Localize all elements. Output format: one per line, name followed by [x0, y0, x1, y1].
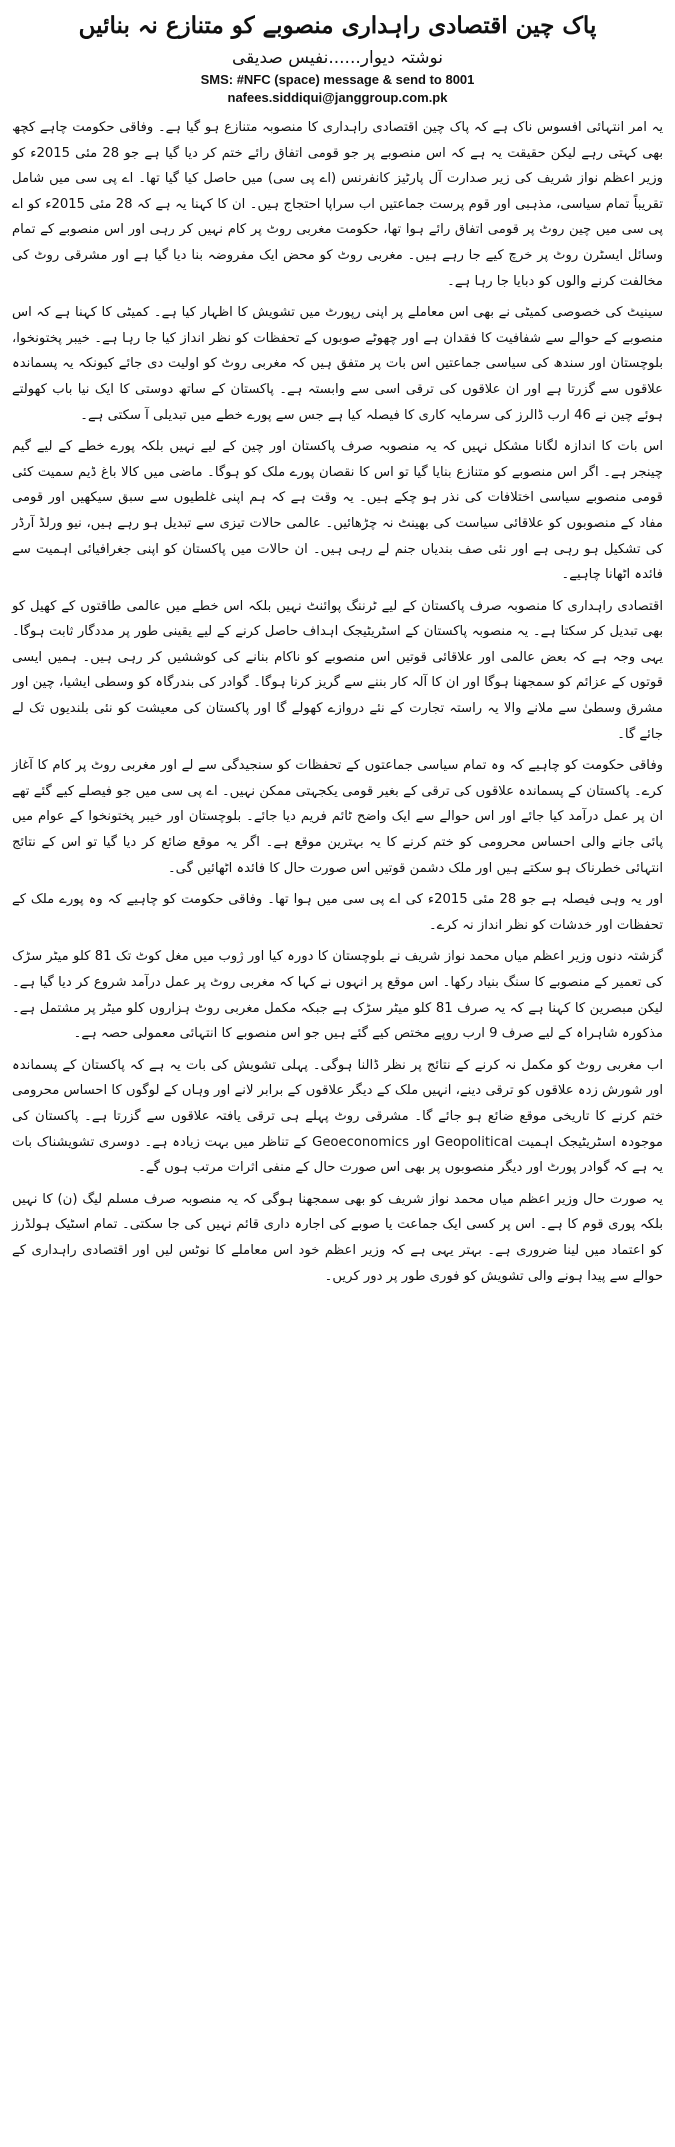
author-email: nafees.siddiqui@janggroup.com.pk — [227, 90, 448, 105]
paragraph: اور یہ وہی فیصلہ ہے جو 28 مئی 2015ء کی اے پی سی میں ہوا تھا۔ وفاقی حکومت کو چاہیے کہ وہ پورے ملک کے تحفظات اور خدشات کو نظر انداز نہ کرے۔ — [12, 892, 663, 933]
paragraph: اب مغربی روٹ کو مکمل نہ کرنے کے نتائج پر نظر ڈالنا ہوگی۔ پہلی تشویش کی بات یہ ہے کہ پاکستان کے پسماندہ اور شورش زدہ علاقوں کو ترقی دینے، انہیں ملک کے دیگر علاقوں کے برابر لانے اور وہاں کے لوگوں کا احساس محرومی ختم کرنے کا تاریخی موقع ضائع ہو جائے گا۔ مشرقی روٹ پہلے ہی ترقی یافتہ علاقوں سے گزرتا ہے۔ پاکستان کی موجودہ اسٹریٹیجک اہمیت Geopolitical اور Geoeconomics کے تناظر میں بہت زیادہ ہے۔ دوسری تشویشناک بات یہ ہے کہ گوادر پورٹ اور دیگر منصوبوں پر بھی اس صورت حال کے منفی اثرات مرتب ہوں گے۔ — [12, 1057, 663, 1176]
article-body — [12, 115, 663, 1289]
headline: پاک چین اقتصادی راہداری منصوبے کو متنازع نہ بنائیں — [78, 12, 597, 39]
byline: نوشتہ دیوار......نفیس صدیقی — [231, 48, 444, 68]
article-header — [12, 10, 663, 107]
paragraph: یہ امر انتہائی افسوس ناک ہے کہ پاک چین اقتصادی راہداری کا منصوبہ متنازع ہو گیا ہے۔ وفاقی حکومت چاہے کچھ بھی کہتی رہے لیکن حقیقت یہ ہے کہ اس منصوبے پر جو قومی اتفاق رائے ختم کر دیا گیا ہے جو 28 مئی 2015ء کو وزیر اعظم نواز شریف کی زیر صدارت آل پارٹیز کانفرنس (اے پی سی) میں حاصل کیا گیا تھا۔ اے پی سی میں شامل تقریباً تمام سیاسی، مذہبی اور قوم پرست جماعتیں اب سراپا احتجاج ہیں۔ ان کا کہنا یہ ہے کہ 28 مئی 2015ء کو اے پی سی میں چین روٹ پر قومی اتفاق رائے ہوا تھا، حکومت مغربی روٹ پر کام نہیں کر رہی اور اس منصوبے کے تمام وسائل ایسٹرن روٹ پر خرچ کیے جا رہے ہیں۔ مغربی روٹ کو محض ایک مفروضہ بنا دیا گیا ہے اور مشرقی روٹ کی مخالفت کرنے والوں کو دبایا جا رہا ہے۔ — [12, 120, 664, 289]
paragraph: سینیٹ کی خصوصی کمیٹی نے بھی اس معاملے پر اپنی رپورٹ میں تشویش کا اظہار کیا ہے۔ کمیٹی کا کہنا ہے کہ اس منصوبے کے حوالے سے شفافیت کا فقدان ہے اور چھوٹے صوبوں کے تحفظات کو نظر انداز کیا جا رہا ہے۔ خیبر پختونخوا، بلوچستان اور سندھ کی سیاسی جماعتیں اس بات پر متفق ہیں کہ مغربی روٹ کو اولیت دی جائے کیونکہ یہ پسماندہ علاقوں سے گزرتا ہے اور ان علاقوں کی ترقی اسی سے وابستہ ہے۔ پاکستان کے ساتھ دوستی کا ایک نیا باب کھولتے ہوئے چین نے 46 ارب ڈالرز کی سرمایہ کاری کا فیصلہ کیا ہے جس سے پورے خطے میں تبدیلی آ سکتی ہے۔ — [12, 305, 663, 423]
paragraph: اس بات کا اندازہ لگانا مشکل نہیں کہ یہ منصوبہ صرف پاکستان اور چین کے لیے نہیں بلکہ پورے خطے کے لیے گیم چینجر ہے۔ اگر اس منصوبے کو متنازع بنایا گیا تو اس کا نقصان پورے ملک کو ہوگا۔ ماضی میں کالا باغ ڈیم سمیت کئی قومی منصوبے سیاسی اختلافات کی نذر ہو چکے ہیں۔ یہ وقت ہے کہ ہم اپنی غلطیوں سے سبق سیکھیں اور قومی مفاد کے منصوبوں کو علاقائی سیاست کی بھینٹ نہ چڑھائیں۔ عالمی حالات تیزی سے تبدیل ہو رہے ہیں، نیو ورلڈ آرڈر کی تشکیل ہو رہی ہے اور نئی صف بندیاں جنم لے رہی ہیں۔ ان حالات میں پاکستان کو اپنی جغرافیائی اہمیت سے فائدہ اٹھانا چاہیے۔ — [12, 439, 663, 583]
paragraph: گزشتہ دنوں وزیر اعظم میاں محمد نواز شریف نے بلوچستان کا دورہ کیا اور ژوب میں مغل کوٹ تک 81 کلو میٹر سڑک کی تعمیر کے منصوبے کا سنگ بنیاد رکھا۔ اس موقع پر انہوں نے کہا کہ مغربی روٹ پر عمل درآمد شروع کر دیا گیا ہے۔ لیکن مبصرین کا کہنا ہے کہ یہ صرف 81 کلو میٹر سڑک ہے جبکہ مکمل مغربی روٹ ہزاروں کلو میٹر پر مشتمل ہے۔ مذکورہ شاہراہ کے لیے صرف 9 ارب روپے مختص کیے گئے ہیں جو اس منصوبے کا انتہائی معمولی حصہ ہے۔ — [12, 949, 664, 1042]
paragraph: وفاقی حکومت کو چاہیے کہ وہ تمام سیاسی جماعتوں کے تحفظات کو سنجیدگی سے لے اور مغربی روٹ پر کام کا آغاز کرے۔ پاکستان کے پسماندہ علاقوں کی ترقی کے بغیر قومی یکجہتی ممکن نہیں۔ اے پی سی میں جو فیصلے کیے گئے تھے ان پر عمل درآمد کیا جائے اور اس حوالے سے ایک واضح ٹائم فریم دیا جائے۔ بلوچستان اور خیبر پختونخوا کے عوام میں پائی جانے والی احساس محرومی کو ختم کرنے کا یہ بہترین موقع ہے۔ اگر یہ موقع ضائع کر دیا گیا تو اس کے نتائج انتہائی خطرناک ہو سکتے ہیں اور ملک دشمن قوتیں اس صورت حال کا فائدہ اٹھائیں گی۔ — [12, 758, 663, 876]
sms-info: SMS: #NFC (space) message & send to 8001 — [200, 72, 475, 87]
paragraph: اقتصادی راہداری کا منصوبہ صرف پاکستان کے لیے ٹرننگ پوائنٹ نہیں بلکہ اس خطے میں عالمی طاقتوں کے کھیل کو بھی تبدیل کر سکتا ہے۔ یہ منصوبہ پاکستان کے اسٹریٹیجک اہداف حاصل کرنے کے لیے یقینی طور پر مددگار ثابت ہوگا۔ یہی وجہ ہے کہ بعض عالمی اور علاقائی قوتیں اس منصوبے کو ناکام بنانے کی کوششیں کر رہی ہیں۔ ہمیں ایسی قوتوں کے عزائم کو سمجھنا ہوگا اور ان کا آلہ کار بننے سے گریز کرنا ہوگا۔ گوادر کی بندرگاہ کو وسطی ایشیا، چین اور مشرق وسطیٰ سے ملانے والا یہ راستہ تجارت کے نئے دروازے کھولے گا اور پاکستان کی معیشت کو نئی بلندیوں تک لے جائے گا۔ — [12, 598, 663, 742]
paragraph: یہ صورت حال وزیر اعظم میاں محمد نواز شریف کو بھی سمجھنا ہوگی کہ یہ منصوبہ صرف مسلم لیگ (ن) کا نہیں بلکہ پوری قوم کا ہے۔ اس پر کسی ایک جماعت یا صوبے کی اجارہ داری قائم نہیں کی جا سکتی۔ تمام اسٹیک ہولڈرز کو اعتماد میں لینا ضروری ہے۔ بہتر یہی ہے کہ وزیر اعظم خود اس معاملے کا نوٹس لیں اور اقتصادی راہداری کے حوالے سے پیدا ہونے والی تشویش کو فوری طور پر دور کریں۔ — [12, 1191, 663, 1284]
